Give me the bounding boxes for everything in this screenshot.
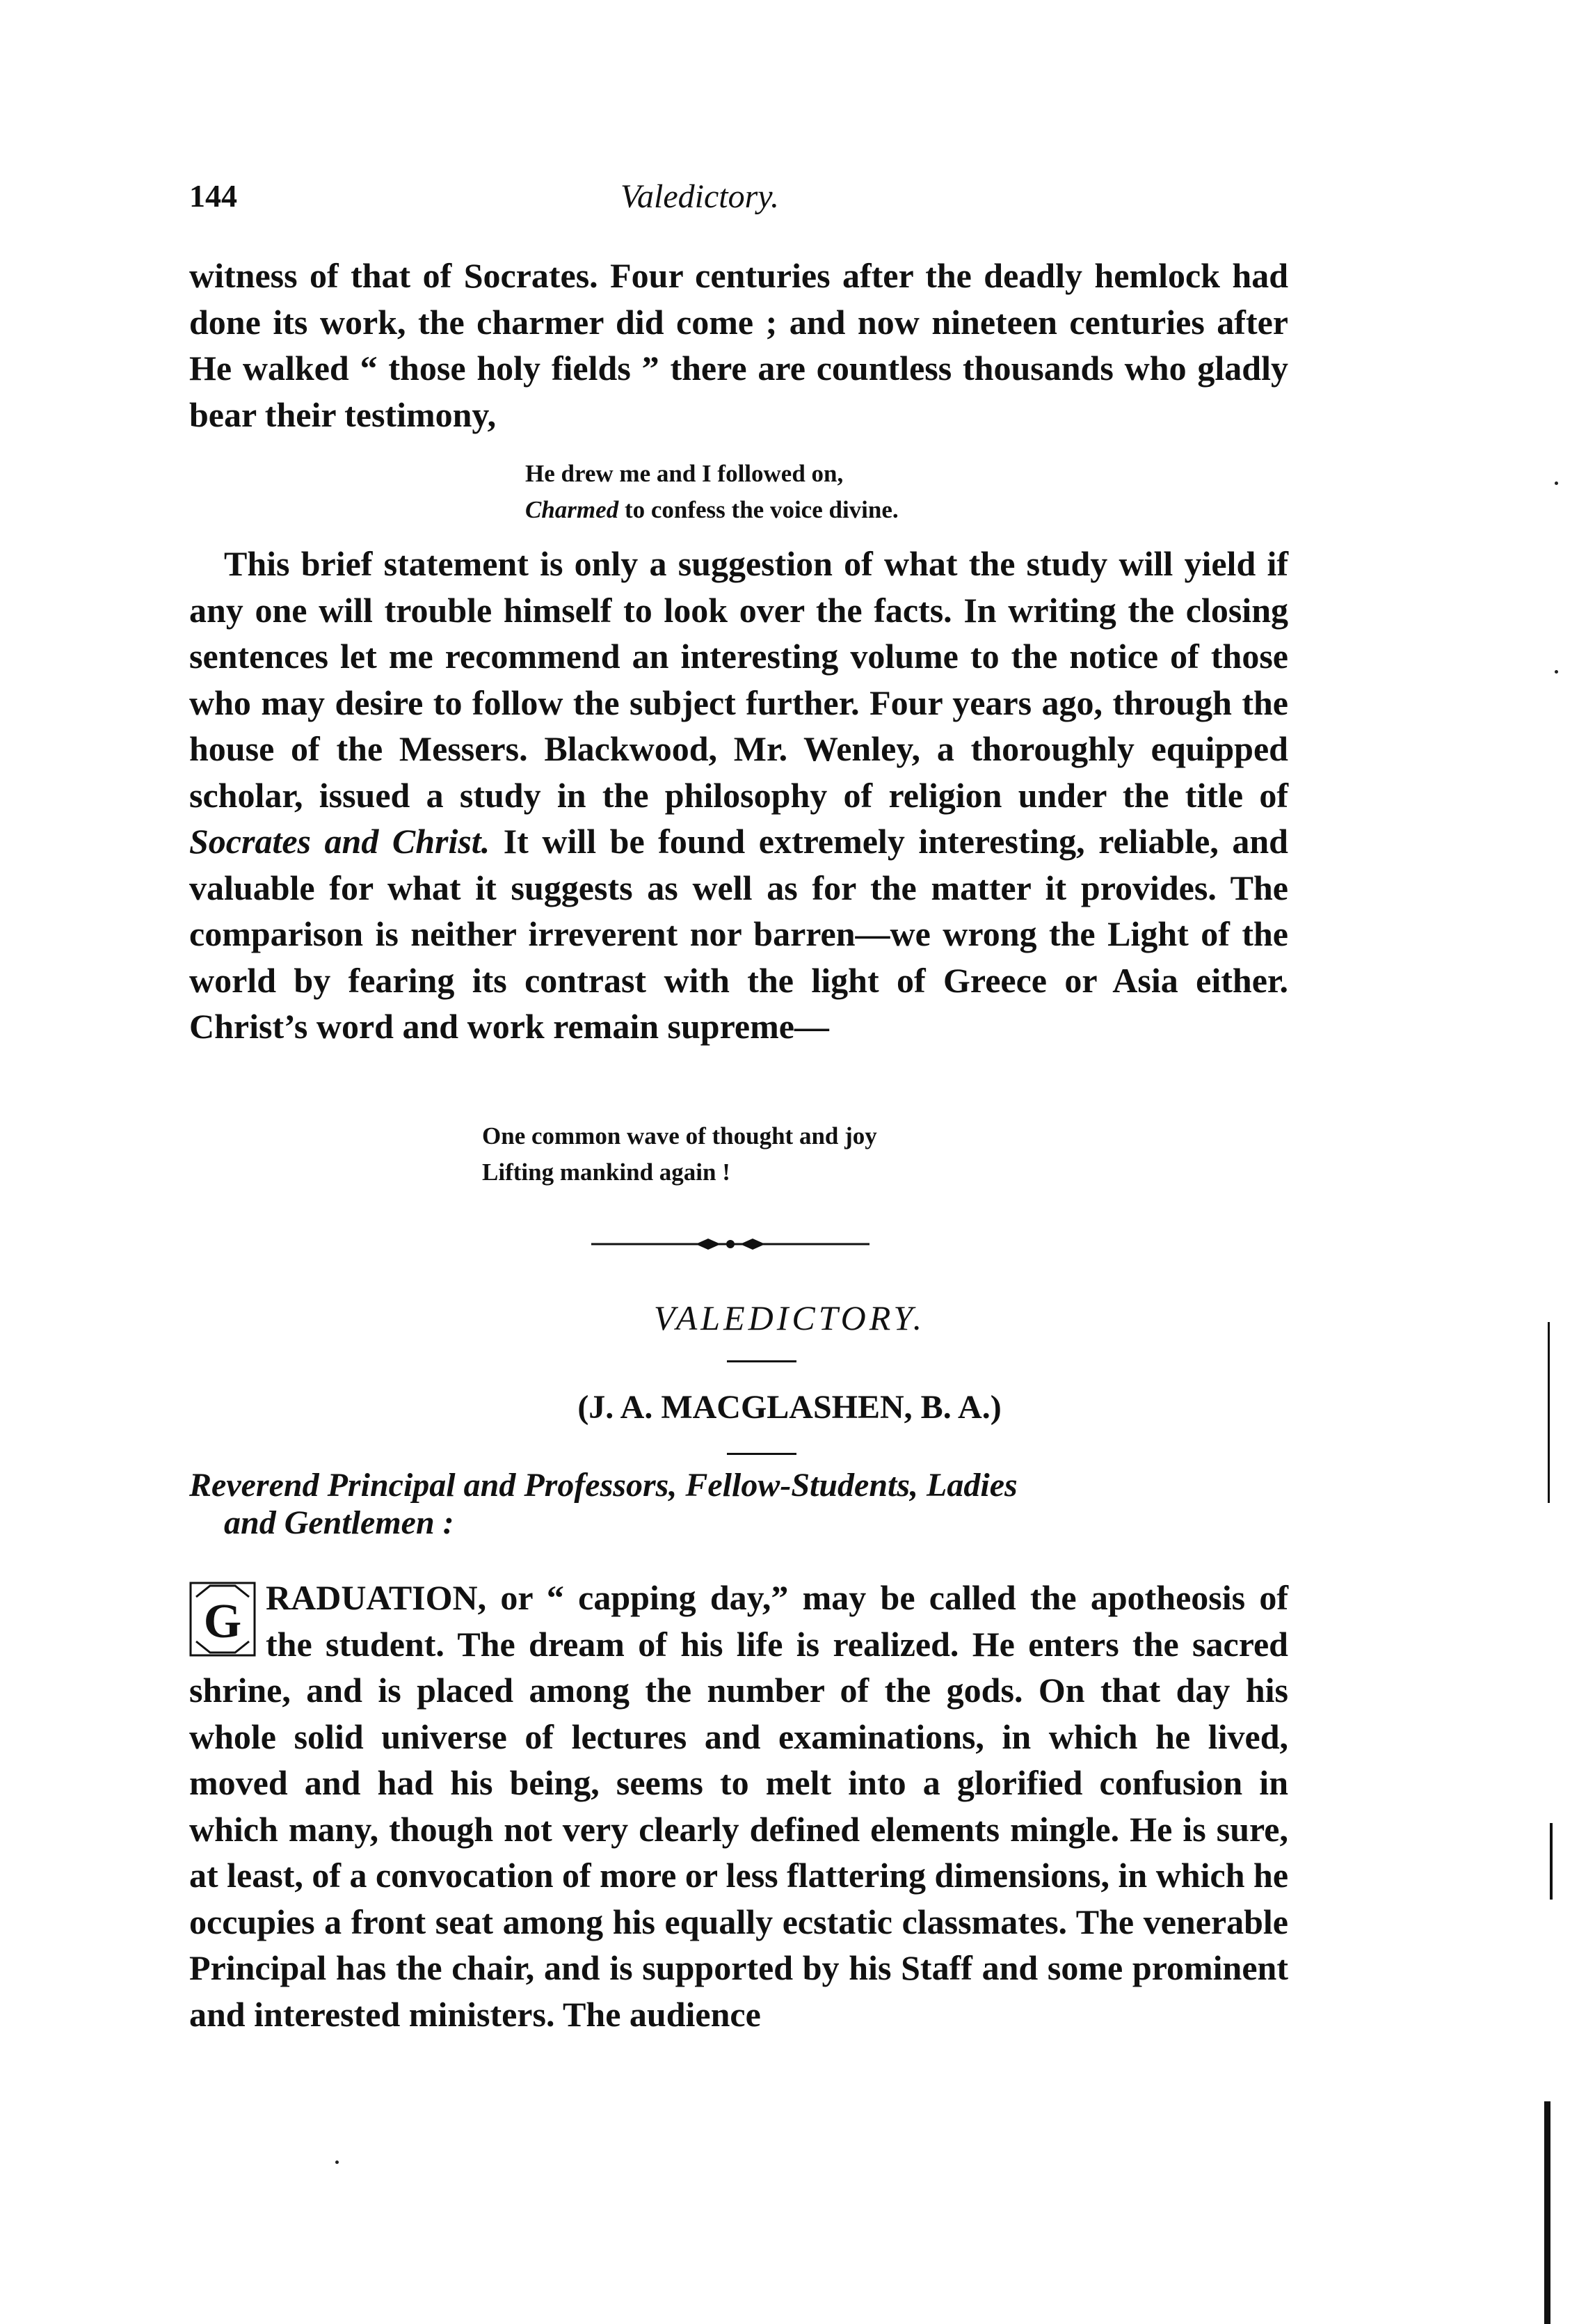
section-title: VALEDICTORY. [653, 1298, 926, 1337]
book-title: Socrates and Christ. [189, 822, 490, 861]
paragraph-text: RADUATION, or “ capping day,” may be called the apotheosis of the student. The dream of his life is realized. He enters the sacred shrine, and is placed among the number of the gods. On that day his whole solid universe of lectures and examinations, in which he lived, moved and had his being, seems to melt into a glorified confusion in which many, though not very clearly defined elements mingle. He is sure, at least, of a convocation of more or less flattering dimensions, in which he occupies a front seat among his equally ecstatic classmates. The venerable Principal has the chair, and is supported by his Staff and some prominent and interested ministers. The audience [189, 1578, 1289, 2034]
page-number: 144 [189, 178, 237, 214]
paragraph-recommendation [189, 541, 1288, 1050]
author-byline: (J. A. MACGLASHEN, B. A.) [577, 1389, 1002, 1426]
scan-speck [1555, 670, 1558, 674]
ornamental-divider [591, 1235, 869, 1253]
paragraph-socrates-witness [189, 253, 1288, 438]
running-head: Valedictory. [620, 178, 779, 215]
poem-quote-1 [525, 456, 899, 528]
scan-speck [335, 2160, 339, 2164]
salutation-line: and Gentlemen : [224, 1504, 454, 1541]
poem-line: Lifting mankind again ! [482, 1159, 730, 1186]
scan-speck [1555, 481, 1558, 485]
author-rule [727, 1453, 796, 1455]
title-rule [727, 1360, 796, 1362]
page-header [189, 177, 1288, 226]
poem-quote-2 [482, 1118, 877, 1191]
paragraph-graduation [189, 1575, 1288, 2037]
poem-line-rest: to confess the voice divine. [618, 496, 899, 523]
paragraph-text: witness of that of Socrates. Four centuries after the deadly hemlock had done its work, the charmer did come ; and now nineteen centuries after He walked “ those holy fields ” there are countless thousands who gladly bear their testimony, [189, 256, 1288, 434]
scan-edge-mark [1544, 2101, 1550, 2324]
paragraph-text-continued: It will be found extremely interesting, reliable, and valuable for what it suggests as well as for the matter it provides. The comparison is neither irreverent nor barren—we wrong the Light of the world by fearing its contrast with the light of Greece or Asia either. Christ’s word and work remain supreme— [189, 822, 1288, 1046]
poem-line: He drew me and I followed on, [525, 460, 844, 487]
poem-line: One common wave of thought and joy [482, 1122, 877, 1149]
scan-edge-mark [1550, 1823, 1553, 1900]
dropcap-text: G [203, 1595, 242, 1648]
scan-edge-mark [1548, 1322, 1550, 1503]
salutation [189, 1467, 1288, 1542]
salutation-line: Reverend Principal and Professors, Fellow-Students, Ladies [189, 1467, 1018, 1504]
poem-italic-word: Charmed [525, 496, 619, 523]
dropcap-letter [189, 1582, 256, 1657]
paragraph-text: This brief statement is only a suggestion of what the study will yield if any one will trouble himself to look over the facts. In writing the closing sentences let me recommend an interesting volume to the notice of those who may desire to follow the subject further. Four years ago, through the house of the Messers. Blackwood, Mr. Wenley, a thoroughly equipped scholar, issued a study in the philosophy of religion under the title of [189, 544, 1288, 815]
poem-line-2 [525, 492, 899, 528]
